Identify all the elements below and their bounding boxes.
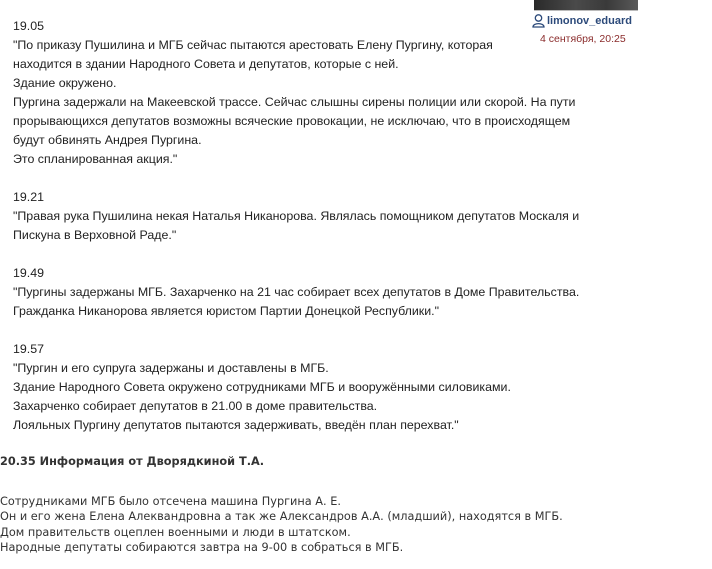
update-line: Гражданка Никанорова является юристом Партии Донецкой Республики." <box>13 304 439 318</box>
update-line: Захарченко собирает депутатов в 21.00 в доме правительства. <box>13 399 378 413</box>
update-line: Лояльных Пургину депутатов пытаются задерживать, введён план перехват." <box>13 418 459 432</box>
post-body <box>13 17 613 454</box>
update-time: 19.49 <box>13 266 45 280</box>
info-line: Народные депутаты собираются завтра на 9-00 в собраться в МГБ. <box>0 541 404 554</box>
userpic[interactable] <box>534 0 638 11</box>
info-line: Сотрудниками МГБ было отсечена машина Пургина А. Е. <box>0 494 341 508</box>
update-line: "По приказу Пушилина и МГБ сейчас пытаются арестовать Елену Пургину, которая <box>13 38 493 52</box>
post-date: 4 сентября, 20:25 <box>540 33 626 45</box>
update-line: Здание окружено. <box>13 76 117 90</box>
update-block <box>13 340 613 435</box>
info-line: Он и его жена Елена Алеквандровна а так же Александров А.А. (младший), находятся в МГБ. <box>0 510 563 523</box>
update-line: "Пургин и его супруга задержаны и доставлены в МГБ. <box>13 361 329 375</box>
update-line: "Правая рука Пушилина некая Наталья Никанорова. Являлась помощником депутатов Москаля и <box>13 209 580 223</box>
info-section <box>0 454 700 556</box>
update-line: Здание Народного Совета окружено сотрудниками МГБ и вооружёнными силовиками. <box>13 380 511 394</box>
update-time: 19.21 <box>13 190 45 204</box>
update-time: 19.57 <box>13 342 45 356</box>
update-line: находится в здании Народного Совета и депутатов, которые с ней. <box>13 57 399 71</box>
update-line: Это спланированная акция." <box>13 152 178 166</box>
update-line: Пургина задержали на Макеевской трассе. Сейчас слышны сирены полиции или скорой. На пути <box>13 95 576 109</box>
username-text[interactable]: limonov_eduard <box>547 15 632 27</box>
update-block <box>13 188 613 245</box>
update-line: Пискуна в Верховной Раде." <box>13 228 177 242</box>
update-line: прорывающихся депутатов возможны всяческие провокации, не исключаю, что в происходящем <box>13 114 571 128</box>
update-block <box>13 264 613 321</box>
update-line: будут обвинять Андрея Пургина. <box>13 133 202 147</box>
update-time: 19.05 <box>13 19 45 33</box>
update-line: "Пургины задержаны МГБ. Захарченко на 21 час собирает всех депутатов в Доме Правительства. <box>13 285 580 299</box>
info-heading: 20.35 Информация от Дворядкиной Т.А. <box>0 455 265 468</box>
info-line: Дом правительств оцеплен военными и люди в штатском. <box>0 525 351 539</box>
update-block <box>13 17 613 169</box>
